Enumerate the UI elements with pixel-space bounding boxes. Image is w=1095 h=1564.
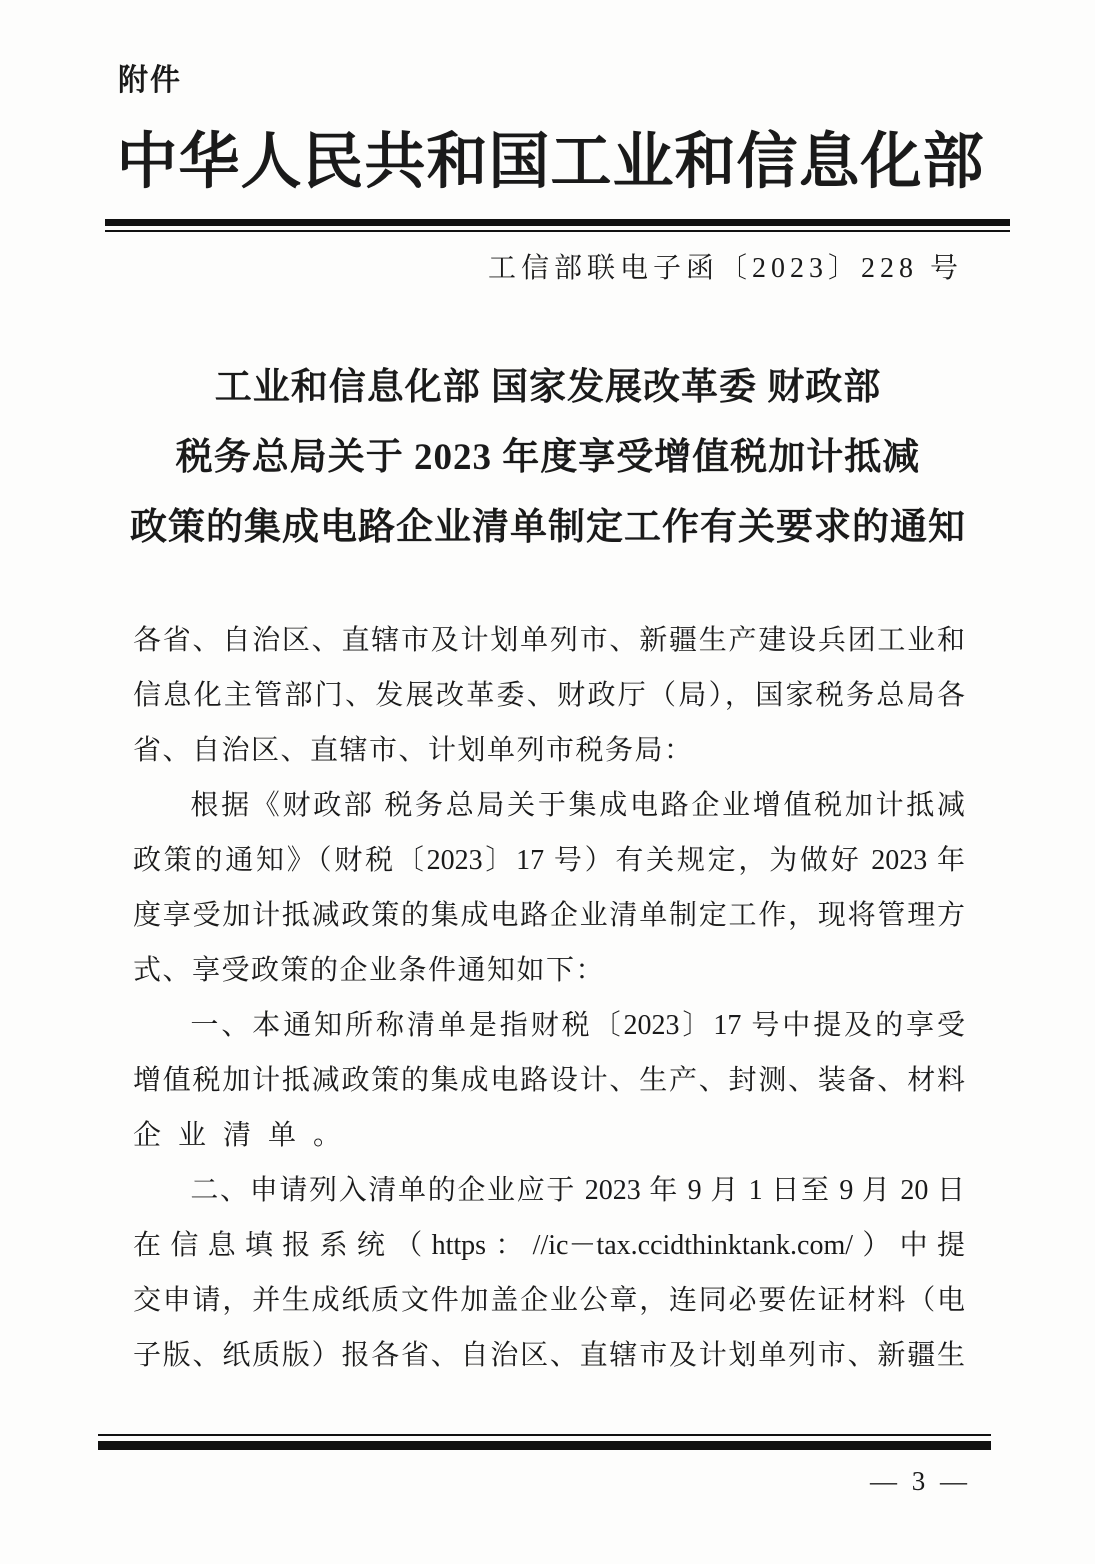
body-line: 度享受加计抵减政策的集成电路企业清单制定工作，现将管理方 (133, 900, 965, 931)
document-title-line-2: 税务总局关于 2023 年度享受增值税加计抵减 (175, 437, 921, 478)
body-line: 各省、自治区、直辖市及计划单列市、新疆生产建设兵团工业和 (133, 625, 965, 656)
body-line: 一、本通知所称清单是指财税〔2023〕17 号中提及的享受 (190, 1010, 965, 1041)
masthead-title: 中华人民共和国工业和信息化部 (116, 129, 985, 196)
body-line: 增值税加计抵减政策的集成电路设计、生产、封测、装备、材料 (133, 1065, 965, 1096)
document-title (103, 353, 993, 563)
masthead-rule-thick (105, 219, 1010, 226)
body-line: 政策的通知》（财税〔2023〕17 号）有关规定，为做好 2023 年 (133, 845, 965, 876)
body-line: 子版、纸质版）报各省、自治区、直辖市及计划单列市、新疆生 (133, 1340, 965, 1371)
document-title-line-1: 工业和信息化部 国家发展改革委 财政部 (214, 367, 882, 408)
footer-rule-thick (98, 1441, 991, 1450)
document-number: 工信部联电子函〔2023〕228 号 (487, 253, 963, 284)
body-line: 在信息填报系统（https：//ic－tax.ccidthinktank.com/）中提 (133, 1230, 965, 1261)
body-line: 交申请，并生成纸质文件加盖企业公章，连同必要佐证材料（电 (133, 1285, 965, 1316)
masthead-rule (105, 219, 1010, 232)
body-line: 信息化主管部门、发展改革委、财政厅（局），国家税务总局各 (133, 680, 965, 711)
body-line: 式、享受政策的企业条件通知如下： (133, 955, 606, 986)
body-line: 根据《财政部 税务总局关于集成电路企业增值税加计抵减 (190, 790, 965, 821)
footer-rule-thin (98, 1434, 991, 1436)
attachment-label: 附件 (118, 64, 182, 97)
footer-rule (98, 1434, 991, 1450)
body-line: 企业清单。 (133, 1120, 359, 1151)
body-line: 二、申请列入清单的企业应于 2023 年 9 月 1 日至 9 月 20 日 (190, 1175, 965, 1206)
body-line: 省、自治区、直辖市、计划单列市税务局： (133, 735, 694, 766)
masthead-rule-thin (105, 230, 1010, 232)
document-title-line-3: 政策的集成电路企业清单制定工作有关要求的通知 (130, 507, 966, 548)
document-body (133, 613, 965, 1383)
page-number: — 3 — (870, 1466, 971, 1496)
